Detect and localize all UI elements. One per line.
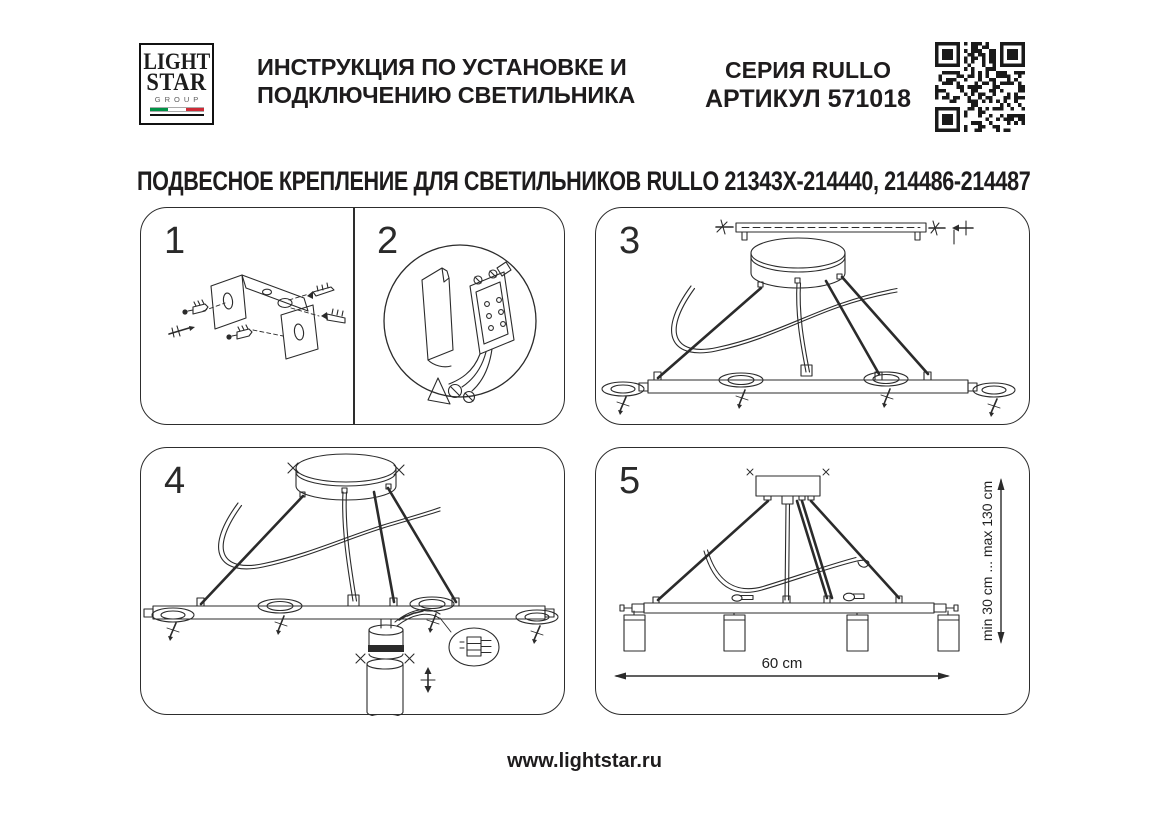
title-line-2: ПОДКЛЮЧЕНИЮ СВЕТИЛЬНИКА bbox=[257, 82, 635, 108]
title-line-1: ИНСТРУКЦИЯ ПО УСТАНОВКЕ И bbox=[257, 54, 627, 80]
series-block bbox=[688, 57, 928, 114]
step-1-number: 1 bbox=[164, 220, 186, 262]
logo-group-text: GROUP bbox=[154, 95, 203, 104]
qr-code bbox=[935, 42, 1025, 132]
logo-star-text: STAR bbox=[146, 67, 207, 96]
step-4-diagram-shade-mounting bbox=[141, 448, 566, 716]
italian-flag-stripe bbox=[150, 107, 204, 112]
logo-light-text: LIGHT bbox=[143, 49, 210, 75]
step-1-2-panel bbox=[140, 207, 565, 425]
width-dimension-label: 60 cm bbox=[761, 655, 803, 672]
step-4-number: 4 bbox=[164, 460, 186, 502]
step-2-diagram-wiring bbox=[354, 208, 566, 426]
logo-underline bbox=[150, 114, 204, 116]
step-5-number: 5 bbox=[619, 460, 641, 502]
step-3-number: 3 bbox=[619, 220, 641, 262]
subtitle: ПОДВЕСНОЕ КРЕПЛЕНИЕ ДЛЯ СВЕТИЛЬНИКОВ RULLO 21343X-214440, 214486-214487 bbox=[137, 166, 1031, 196]
step-3-diagram-suspension bbox=[596, 208, 1031, 426]
page-title bbox=[257, 53, 635, 109]
lightstar-logo bbox=[139, 43, 214, 125]
step-3-panel bbox=[595, 207, 1030, 425]
footer-website-url: www.lightstar.ru bbox=[507, 750, 662, 772]
height-dimension-label: min 30 cm ... max 130 cm bbox=[979, 480, 995, 642]
step-4-panel bbox=[140, 447, 565, 715]
series-label: СЕРИЯ RULLO bbox=[725, 57, 891, 83]
step-5-panel bbox=[595, 447, 1030, 715]
step-5-diagram-final-dimensions bbox=[596, 448, 1031, 716]
step-2-number: 2 bbox=[377, 220, 399, 262]
step-1-diagram-bracket bbox=[141, 208, 354, 426]
article-label: АРТИКУЛ 571018 bbox=[704, 85, 912, 113]
